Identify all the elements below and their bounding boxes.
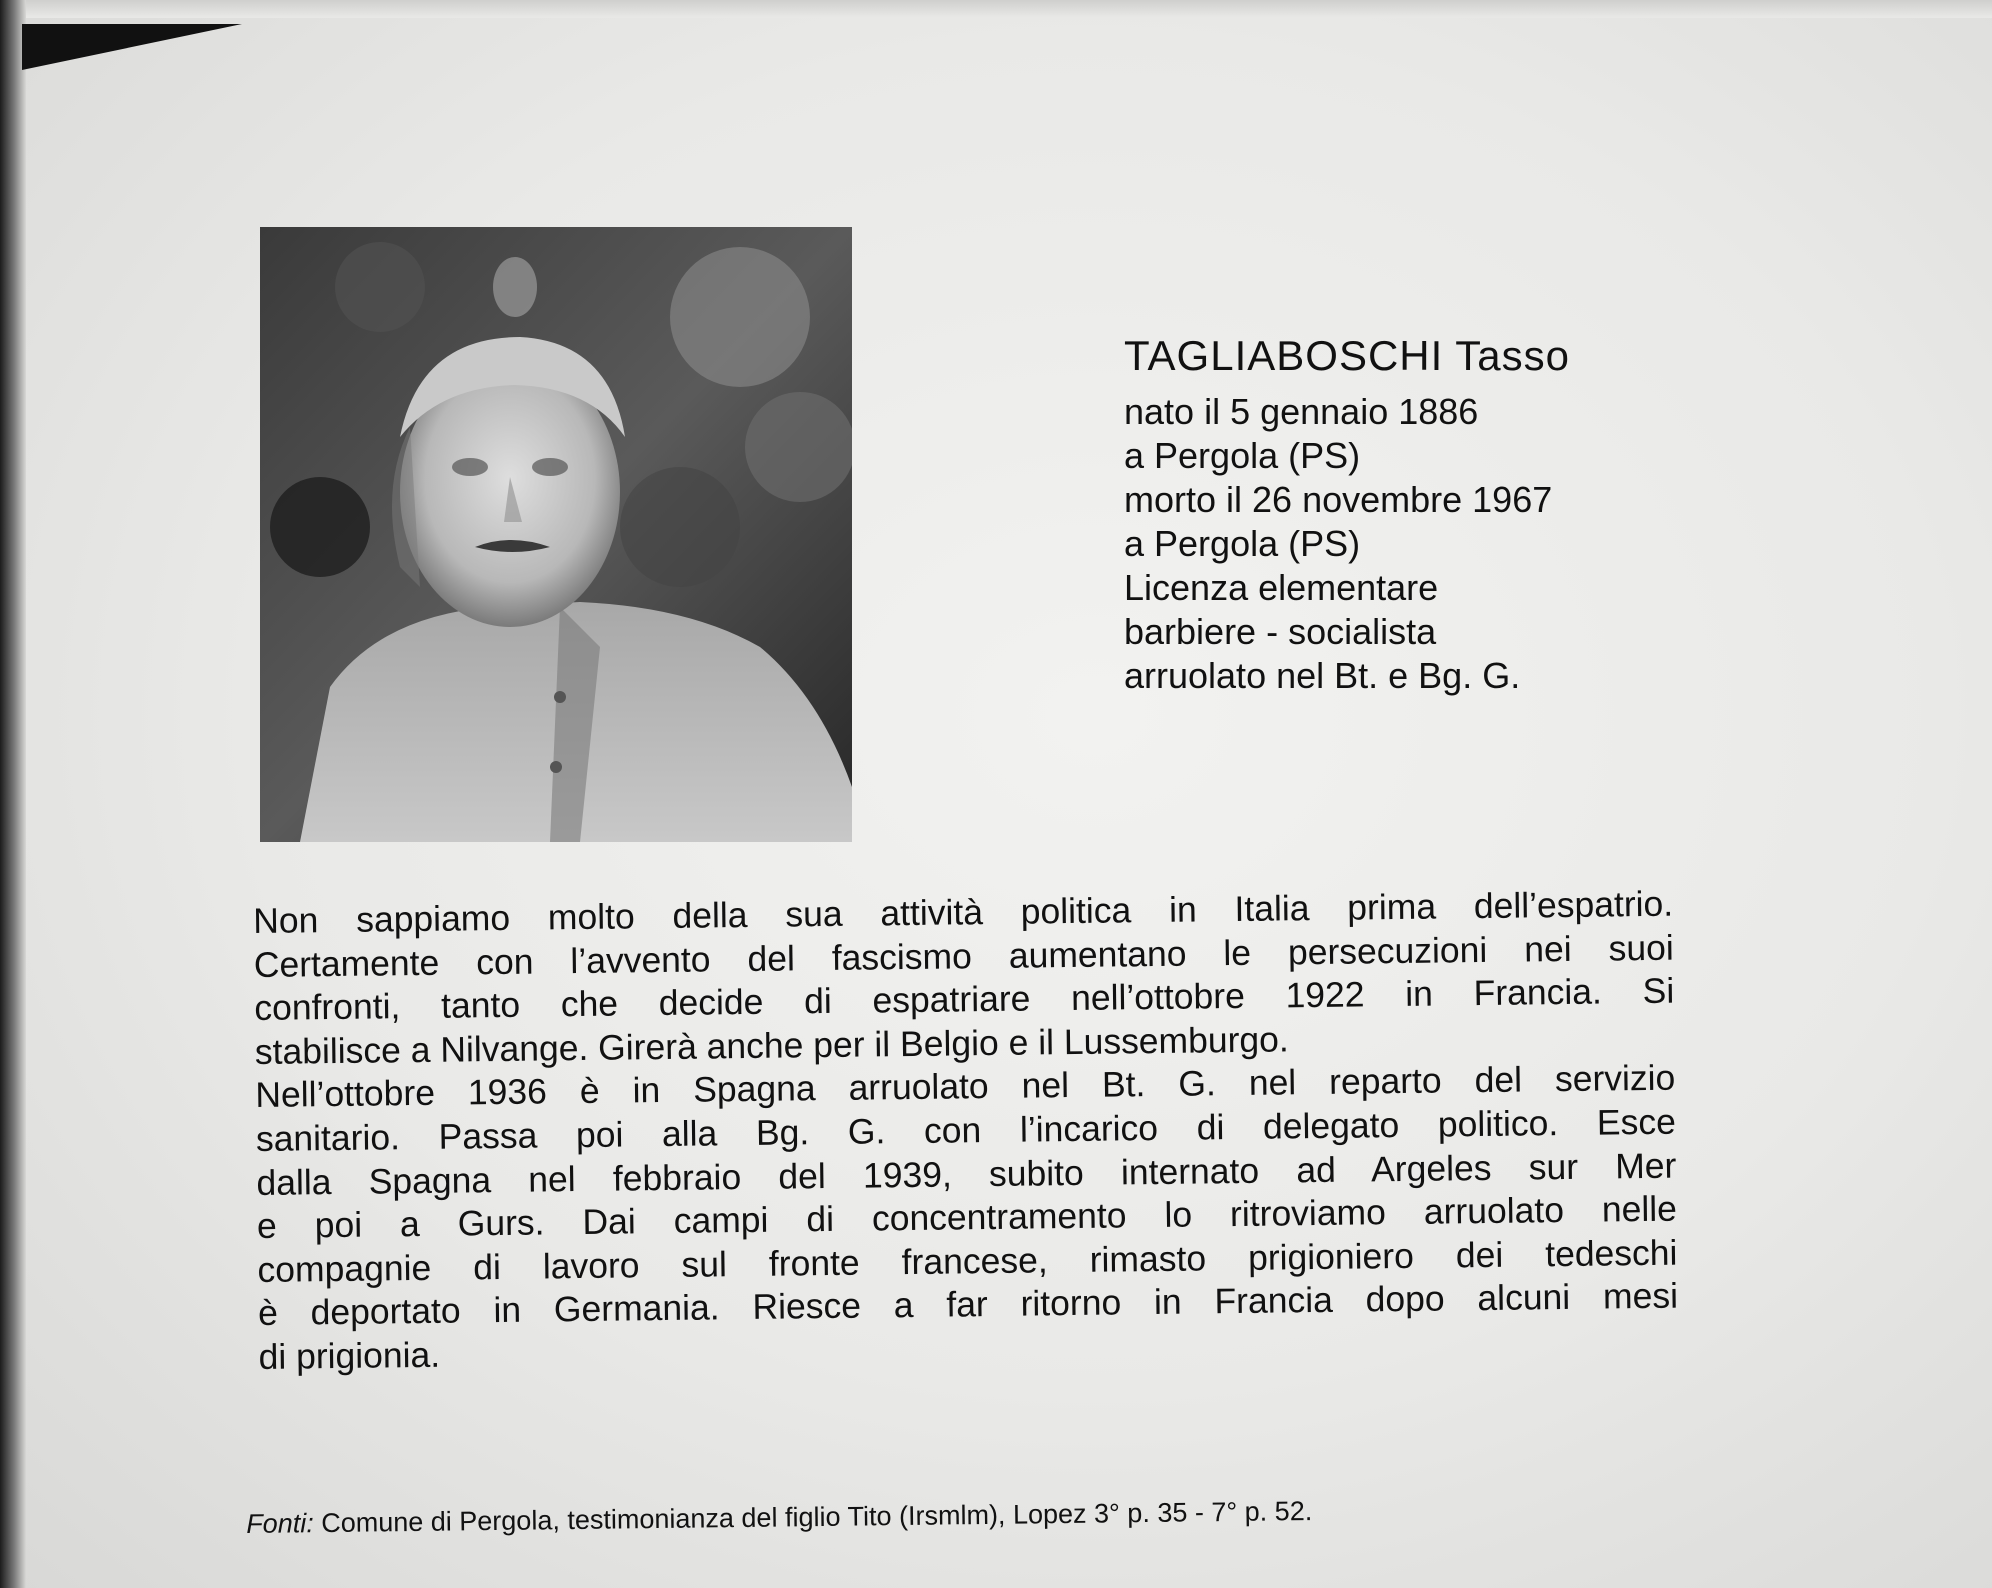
biography-paragraph: [253, 883, 1679, 1380]
person-name-heading: [1124, 330, 1724, 382]
paragraph-line: Certamente con l’avvento del fascismo aumentano le persecuzioni nei suoi: [253, 927, 1674, 985]
sources-footnote: [246, 1490, 1666, 1541]
paragraph-line: compagnie di lavoro sul fronte francese, rimasto prigioniero dei tedeschi: [257, 1232, 1678, 1290]
portrait-photo: [260, 227, 852, 842]
sources-label: Fonti:: [246, 1508, 314, 1539]
bio-line: nato il 5 gennaio 1886: [1124, 391, 1479, 432]
person-given-name: Tasso: [1455, 332, 1570, 379]
paragraph-line: e poi a Gurs. Dai campi di concentramento lo ritroviamo arruolato nelle: [256, 1188, 1678, 1247]
bio-line: a Pergola (PS): [1124, 523, 1361, 564]
bio-line: a Pergola (PS): [1124, 435, 1361, 476]
paragraph-line: confronti, tanto che decide di espatriare nell’ottobre 1922 in Francia. Si: [254, 970, 1675, 1029]
paragraph-line: di prigionia.: [258, 1334, 441, 1377]
book-gutter-shadow: [0, 0, 26, 1588]
bio-line: arruolato nel Bt. e Bg. G.: [1124, 655, 1521, 696]
paragraph-line: Nell’ottobre 1936 è in Spagna arruolato nel Bt. G. nel reparto del servizio: [255, 1058, 1676, 1116]
paragraph-line: stabilisce a Nilvange. Girerà anche per il Belgio e il Lussemburgo.: [254, 1019, 1290, 1072]
biographical-summary: [1124, 330, 1724, 698]
person-surname: TAGLIABOSCHI: [1124, 332, 1444, 379]
paragraph-line: è deportato in Germania. Riesce a far ritorno in Francia dopo alcuni mesi: [257, 1275, 1679, 1334]
corner-shadow-wedge: [22, 24, 242, 70]
page-top-edge: [26, 0, 1992, 18]
bio-line: barbiere - socialista: [1124, 611, 1437, 652]
paragraph-line: dalla Spagna nel febbraio del 1939, subito internato ad Argeles sur Mer: [256, 1145, 1677, 1203]
sources-text: Comune di Pergola, testimonianza del figlio Tito (Irsmlm), Lopez 3° p. 35 - 7° p. 52.: [313, 1495, 1313, 1539]
paragraph-line: Non sappiamo molto della sua attività politica in Italia prima dell’espatrio.: [253, 883, 1674, 941]
bio-line: Licenza elementare: [1124, 567, 1439, 608]
bio-line: morto il 26 novembre 1967: [1124, 479, 1553, 520]
paragraph-line: sanitario. Passa poi alla Bg. G. con l’incarico di delegato politico. Esce: [255, 1101, 1677, 1159]
